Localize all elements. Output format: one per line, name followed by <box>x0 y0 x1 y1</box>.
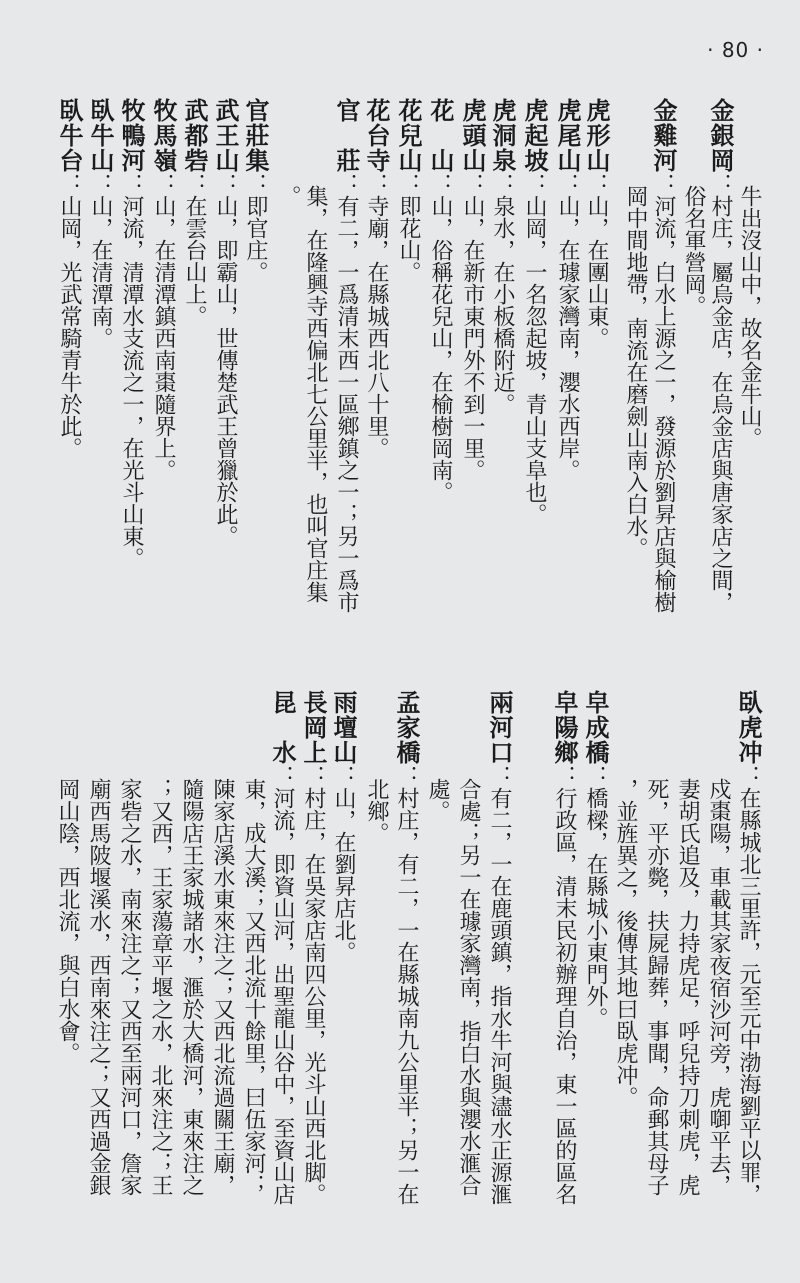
entry-text: 村庄，在吳家店南四公里，光斗山西北脚。 <box>301 787 326 1205</box>
entry-colon: ： <box>394 765 419 787</box>
entry-hutoushan <box>458 98 487 481</box>
entry-text: 橋樑，在縣城小東門外。 <box>583 787 608 1029</box>
entry-head: 金銀岡 <box>706 98 735 173</box>
entry-text: 山岡，光武常騎青牛於此。 <box>57 195 82 459</box>
entry-hudongquan <box>488 98 517 415</box>
entry-continuation: 死，平亦斃，扶屍歸葬，事聞，命郵其母子 <box>644 778 669 1196</box>
entry-head: 牧鴨河 <box>117 98 146 173</box>
entry-huweishan <box>553 98 582 481</box>
entry-head: 虎起坡 <box>520 98 549 173</box>
entry-head: 孟家橋 <box>392 690 421 765</box>
entry-head: 臥虎冲 <box>734 690 763 765</box>
entry-head: 花台寺 <box>362 98 391 173</box>
entry-colon: ： <box>428 173 453 195</box>
entry-kunshui <box>268 690 297 1205</box>
entry-continuation: 集，在隆興寺西偏北七公里半，也叫官庄集 <box>303 185 328 603</box>
entry-continuation: 廟西馬陂堰溪水，西南來注之；又西過金銀 <box>86 778 111 1196</box>
entry-colon: ： <box>460 173 485 195</box>
entry-head: 官莊集 <box>241 98 270 173</box>
entry-continuation: 東，成大溪；又西北流十餘里，曰伍家河； <box>241 778 266 1196</box>
entry-head: 金雞河 <box>649 98 678 173</box>
entry-text: 即官庄。 <box>243 195 268 283</box>
entry-huashan <box>426 98 455 503</box>
entry-continuation: 合處；另一在璩家灣南，指白水與瀴水滙合 <box>456 778 481 1196</box>
entry-text: 行政區，清末民初辦理自治，東一區的區名 <box>552 787 577 1205</box>
entry-text: 山，在團山東。 <box>584 195 609 349</box>
entry-head: 虎洞泉 <box>488 98 517 173</box>
entry-mengjiaqiao <box>392 690 421 1205</box>
entry-head: 長岡上 <box>299 690 328 765</box>
entry-lianghekou <box>485 690 514 1205</box>
entry-huaershan <box>394 98 423 283</box>
entry-colon: ： <box>334 173 359 195</box>
entry-text: 河流，即資山河，出聖龍山谷中，至資山店 <box>270 787 295 1205</box>
entry-head: 牧馬嶺 <box>149 98 178 173</box>
entry-colon: ： <box>119 173 144 195</box>
entry-colon: ： <box>331 765 356 787</box>
entry-continuation: ；又西，王家蕩章平堰之水，北來注之；王 <box>148 778 173 1196</box>
entry-continuation: 岡山陰，西北流，與白水會。 <box>55 778 80 1064</box>
entry-wuduzhai <box>180 98 209 327</box>
entry-text: 河流，清潭水支流之一，在光斗山東。 <box>119 195 144 569</box>
entry-huxingshan <box>582 98 611 349</box>
entry-colon: ： <box>213 173 238 195</box>
entry-colon: ： <box>552 765 577 787</box>
entry-zaoyangxiang <box>550 690 579 1205</box>
entry-yutanshan <box>329 690 358 963</box>
entry-continuation: 。 <box>276 185 301 207</box>
entry-text: 即花山。 <box>396 195 421 283</box>
entry-colon: ： <box>584 173 609 195</box>
entry-head: 花兒山 <box>394 98 423 173</box>
entry-text: 村庄，有二，一在縣城南九公里半；另一在 <box>394 787 419 1205</box>
entry-wohuchong <box>734 690 763 1205</box>
entry-continuation: 隨陽店王家城諸水，滙於大橋河，東來注之 <box>179 778 204 1196</box>
entry-head: 皁成橋 <box>581 690 610 765</box>
entry-continuation: 戍棗陽，車載其家夜宿沙河旁，虎啣平去， <box>706 778 731 1196</box>
entry-mumaling <box>149 98 178 481</box>
entry-colon: ： <box>583 765 608 787</box>
entry-colon: ： <box>651 173 676 195</box>
entry-text: 山，在新市東門外不到一里。 <box>460 195 485 481</box>
entry-head: 官 莊 <box>332 98 361 173</box>
entry-text: 有二，一在鹿頭鎮，指水牛河與濜水正源滙 <box>487 787 512 1205</box>
entry-head: 昆 水 <box>268 690 297 765</box>
entry-text: 河流，白水上源之一，發源於劉昇店與榆樹 <box>651 195 676 613</box>
entry-colon: ： <box>487 765 512 787</box>
entry-head: 武王山 <box>211 98 240 173</box>
entry-colon: ： <box>182 173 207 195</box>
entry-text: 山，在璩家灣南，瀴水西岸。 <box>555 195 580 481</box>
entry-continuation: 岡中間地帶，南流在磨劍山南入白水。 <box>623 185 648 559</box>
entry-huataisi <box>362 98 391 459</box>
entry-zaochengqiao <box>581 690 610 1029</box>
entry-text: 山，俗稱花兒山，在榆樹岡南。 <box>428 195 453 503</box>
entry-huqipo <box>520 98 549 525</box>
entry-colon: ： <box>364 173 389 195</box>
entry-text: 寺廟，在縣城西北八十里。 <box>364 195 389 459</box>
entry-jinjihe <box>649 98 678 613</box>
entry-head: 雨壇山 <box>329 690 358 765</box>
entry-continuation: 處。 <box>425 778 450 822</box>
entry-text: 泉水，在小板橋附近。 <box>490 195 515 415</box>
entry-head: 皁陽鄉 <box>550 690 579 765</box>
entry-continuation: 北鄉。 <box>364 778 389 844</box>
entry-head: 花 山 <box>426 98 455 173</box>
entry-colon: ： <box>736 765 761 787</box>
entry-continuation: 陳家店溪水東來注之；又西北流過關王廟， <box>210 778 235 1196</box>
entry-colon: ： <box>270 765 295 787</box>
entry-text: 有二，一爲清末西一區鄉鎮之一；另一爲市 <box>334 195 359 613</box>
entry-continuation: 家砦之水，南來注之；又西至兩河口，詹家 <box>117 778 142 1196</box>
page-number: · 80 · <box>707 38 764 62</box>
entry-text: 在雲台山上。 <box>182 195 207 327</box>
entry-head: 臥牛台 <box>55 98 84 173</box>
entry-muyahe <box>117 98 146 569</box>
entry-text: 村庄，屬烏金店，在烏金店與唐家店之間， <box>708 195 733 613</box>
entry-colon: ： <box>151 173 176 195</box>
entry-colon: ： <box>88 173 113 195</box>
entry-colon: ： <box>396 173 421 195</box>
entry-colon: ： <box>57 173 82 195</box>
entry-text: 山，在清潭南。 <box>88 195 113 349</box>
entry-text: 山岡，一名忽起坡，青山支阜也。 <box>522 195 547 525</box>
entry-guanzhuang <box>332 98 361 613</box>
entry-colon: ： <box>708 173 733 195</box>
entry-head: 臥牛山 <box>86 98 115 173</box>
entry-continuation: 俗名軍營岡。 <box>681 185 706 317</box>
entry-text: 山，在劉昇店北。 <box>331 787 356 963</box>
entry-head: 虎尾山 <box>553 98 582 173</box>
entry-text: 山，即霸山，世傳楚武王曾獵於此。 <box>213 195 238 547</box>
entry-colon: ： <box>490 173 515 195</box>
entry-changgangshang <box>299 690 328 1205</box>
entry-text: 山，在清潭鎮西南棗隨界上。 <box>151 195 176 481</box>
entry-wuwangshan <box>211 98 240 547</box>
entry-guanzhuangji <box>241 98 270 283</box>
entry-head: 虎形山 <box>582 98 611 173</box>
entry-continuation: ，並旌異之，後傳其地曰臥虎冲。 <box>613 778 638 1108</box>
entry-woniutai <box>55 98 84 459</box>
entry-jinyingang <box>706 98 735 613</box>
entry-continuation: 牛出沒山中，故名金牛山。 <box>737 185 762 449</box>
entry-head: 兩河口 <box>485 690 514 765</box>
entry-colon: ： <box>522 173 547 195</box>
entry-colon: ： <box>301 765 326 787</box>
entry-colon: ： <box>243 173 268 195</box>
entry-colon: ： <box>555 173 580 195</box>
entry-head: 虎頭山 <box>458 98 487 173</box>
entry-continuation: 妻胡氏追及，力持虎足，呼兒持刀刺虎，虎 <box>675 778 700 1196</box>
entry-woniushan <box>86 98 115 349</box>
entry-text: 在縣城北三里許，元至元中渤海劉平以罪， <box>736 787 761 1205</box>
entry-head: 武都砦 <box>180 98 209 173</box>
